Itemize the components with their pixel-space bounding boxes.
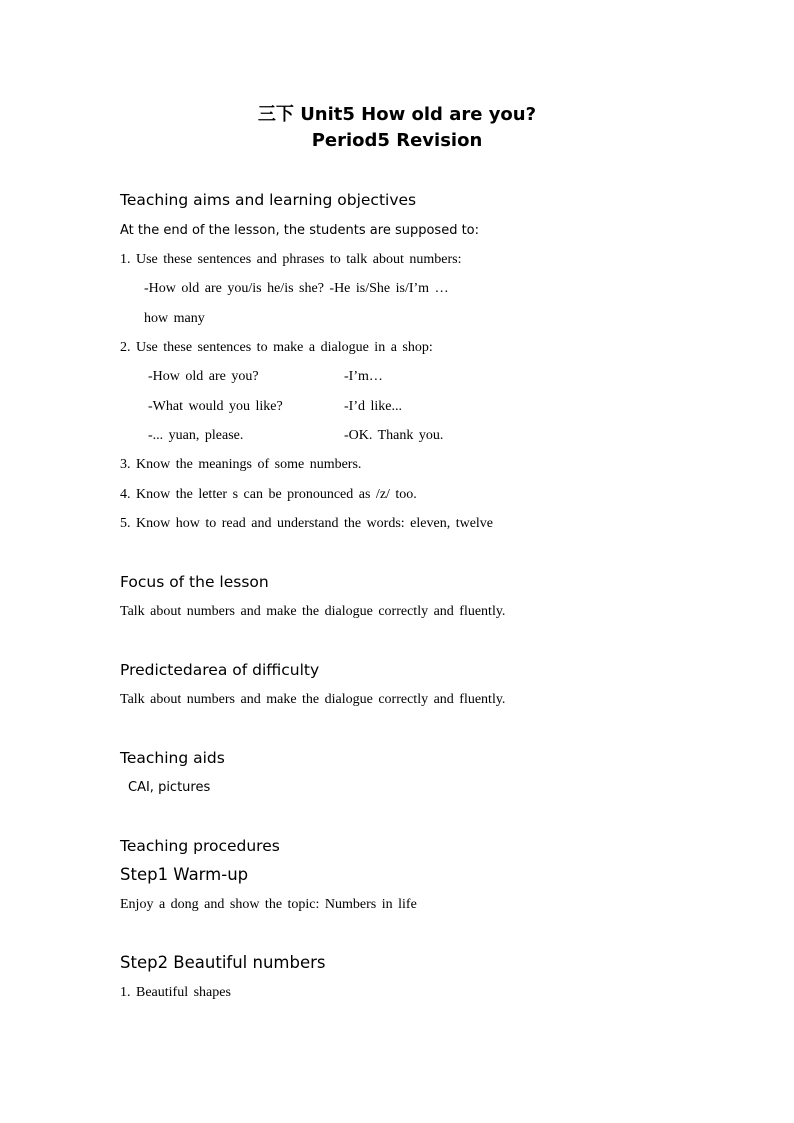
aids-heading: Teaching aids: [120, 749, 225, 767]
aims-item-1-sub-1: -How old are you/is he/is she? -He is/She is/I’m …: [144, 281, 449, 296]
aids-text: CAI, pictures: [128, 780, 211, 795]
document-title: 三下 Unit5 How old are you?: [257, 104, 537, 125]
document-subtitle: Period5 Revision: [311, 130, 483, 151]
focus-heading: Focus of the lesson: [120, 573, 269, 591]
dialogue-question: -... yuan, please.: [148, 428, 244, 443]
aims-intro: At the end of the lesson, the students are supposed to:: [120, 223, 480, 238]
step2-heading: Step2 Beautiful numbers: [120, 953, 326, 972]
dialogue-answer: -OK. Thank you.: [344, 428, 444, 443]
focus-text: Talk about numbers and make the dialogue correctly and fluently.: [120, 604, 506, 619]
aims-heading: Teaching aims and learning objectives: [120, 191, 417, 209]
step2-item-1: 1. Beautiful shapes: [120, 985, 231, 1000]
difficulty-heading: Predictedarea of difficulty: [120, 661, 320, 679]
dialogue-answer: -I’m…: [344, 369, 383, 384]
procedures-heading: Teaching procedures: [120, 837, 280, 855]
aims-item-4: 4. Know the letter s can be pronounced as /z/ too.: [120, 487, 417, 502]
aims-item-2: 2. Use these sentences to make a dialogue in a shop:: [120, 340, 433, 355]
step1-heading: Step1 Warm-up: [120, 865, 249, 884]
dialogue-question: -How old are you?: [148, 369, 259, 384]
step1-text: Enjoy a dong and show the topic: Numbers in life: [120, 897, 417, 912]
aims-item-1-sub-2: how many: [144, 311, 205, 326]
aims-item-1: 1. Use these sentences and phrases to talk about numbers:: [120, 252, 462, 267]
aims-item-5: 5. Know how to read and understand the words: eleven, twelve: [120, 516, 494, 531]
dialogue-answer: -I’d like...: [344, 399, 402, 414]
dialogue-question: -What would you like?: [148, 399, 283, 414]
difficulty-text: Talk about numbers and make the dialogue correctly and fluently.: [120, 692, 506, 707]
aims-item-3: 3. Know the meanings of some numbers.: [120, 457, 362, 472]
